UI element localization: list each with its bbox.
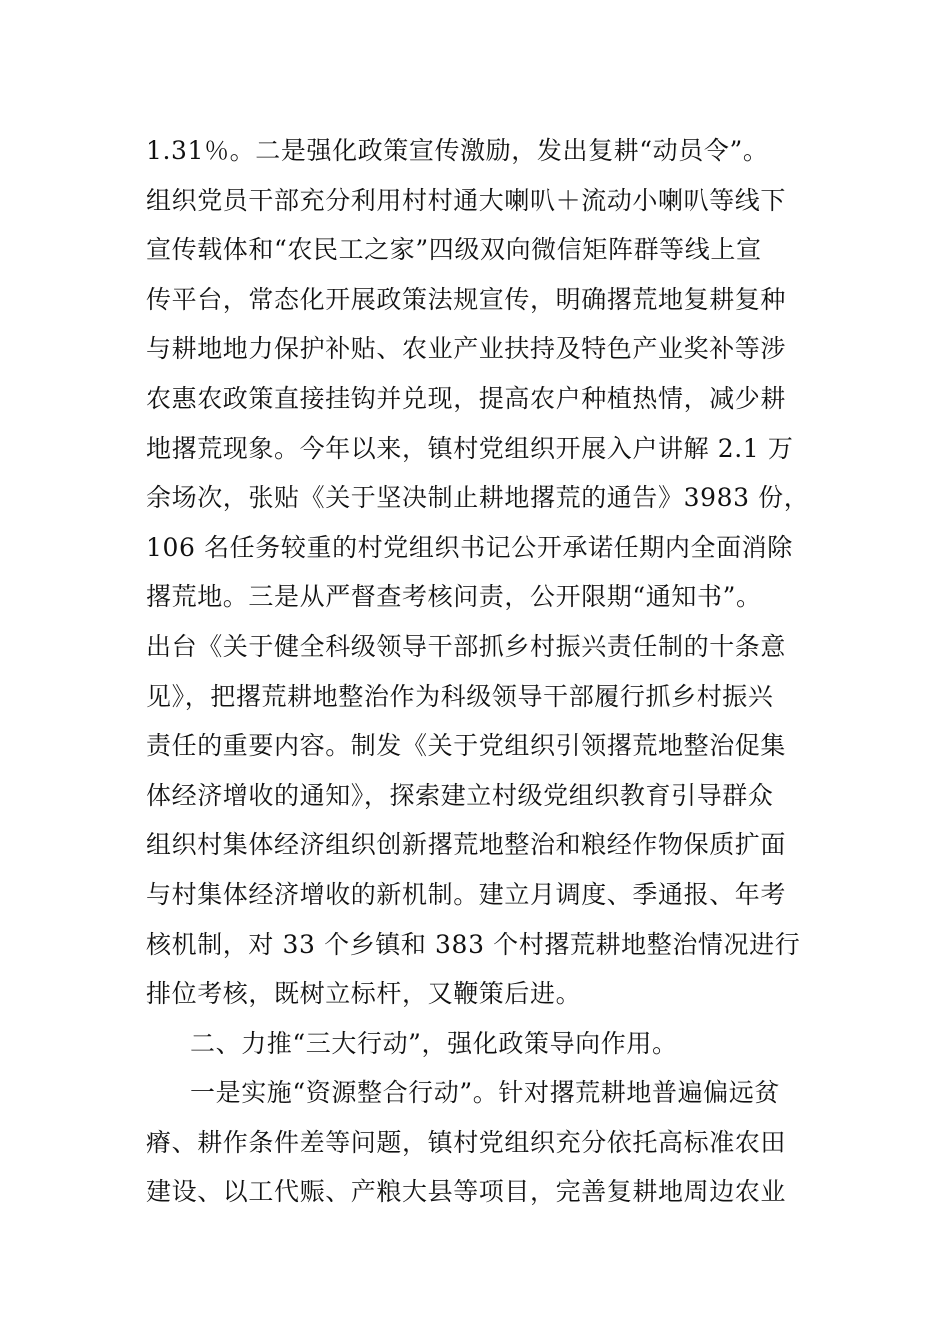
text-line-11: 出台《关于健全科级领导干部抓乡村振兴责任制的十条意 xyxy=(146,631,787,661)
text-line-15: 组织村集体经济组织创新撂荒地整治和粮经作物保质扩面 xyxy=(146,830,787,860)
text-line-7: 地撂荒现象。今年以来，镇村党组织开展入户讲解 2.1 万 xyxy=(146,433,794,463)
text-line-18: 排位考核，既树立标杆，又鞭策后进。 xyxy=(146,979,582,1009)
text-line-21: 瘠、耕作条件差等问题，镇村党组织充分依托高标准农田 xyxy=(146,1127,787,1157)
text-line-5: 与耕地地力保护补贴、农业产业扶持及特色产业奖补等涉 xyxy=(146,334,787,364)
text-line-22: 建设、以工代赈、产粮大县等项目，完善复耕地周边农业 xyxy=(146,1177,787,1207)
text-line-2: 组织党员干部充分利用村村通大喇叭＋流动小喇叭等线下 xyxy=(146,185,787,215)
text-line-13: 责任的重要内容。制发《关于党组织引领撂荒地整治促集 xyxy=(146,731,787,761)
text-line-16: 与村集体经济增收的新机制。建立月调度、季通报、年考 xyxy=(146,879,787,909)
text-line-17: 核机制，对 33 个乡镇和 383 个村撂荒耕地整治情况进行 xyxy=(146,929,801,959)
text-line-8: 余场次，张贴《关于坚决制止耕地撂荒的通告》3983 份， xyxy=(146,483,810,513)
text-line-9: 106 名任务较重的村党组织书记公开承诺任期内全面消除 xyxy=(146,532,793,562)
text-line-6: 农惠农政策直接挂钩并兑现，提高农户种植热情，减少耕 xyxy=(146,383,787,413)
text-line-1: 1.31％。二是强化政策宣传激励，发出复耕“动员令”。 xyxy=(146,136,769,165)
text-line-14: 体经济增收的通知》，探索建立村级党组织教育引导群众 xyxy=(146,780,774,810)
text-line-4: 传平台，常态化开展政策法规宣传，明确撂荒地复耕复种 xyxy=(146,284,787,314)
text-line-3: 宣传载体和“农民工之家”四级双向微信矩阵群等线上宣 xyxy=(146,235,762,265)
document-body xyxy=(146,126,810,1217)
text-line-12: 见》，把撂荒耕地整治作为科级领导干部履行抓乡村振兴 xyxy=(146,681,774,711)
text-line-20: 一是实施“资源整合行动”。针对撂荒耕地普遍偏远贫 xyxy=(190,1078,780,1108)
text-line-10: 撂荒地。三是从严督查考核问责，公开限期“通知书”。 xyxy=(146,582,762,612)
section-heading: 二、力推“三大行动”，强化政策导向作用。 xyxy=(190,1028,678,1058)
